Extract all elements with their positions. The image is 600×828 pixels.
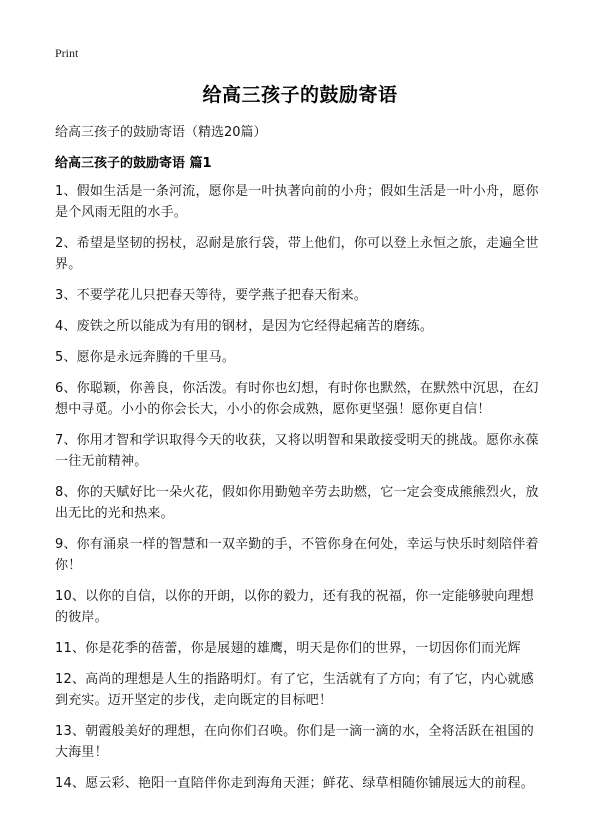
list-item: 13、朝霞般美好的理想，在向你们召唤。你们是一滴一滴的水，全将活跃在祖国的大海里！ (55, 724, 534, 760)
document-title: 给高三孩子的鼓励寄语 (202, 84, 398, 106)
list-item: 4、废铁之所以能成为有用的钢材，是因为它经得起痛苦的磨练。 (55, 319, 434, 334)
list-item: 9、你有涌泉一样的智慧和一双辛勤的手，不管你身在何处，幸运与快乐时刻陪伴着你！ (55, 537, 539, 573)
list-item: 10、以你的自信，以你的开朗，以你的毅力，还有我的祝福，你一定能够驶向理想的彼岸。 (55, 589, 534, 625)
list-item: 7、你用才智和学识取得今天的收获，又将以明智和果敢接受明天的挑战。愿你永葆一往无前精神。 (55, 433, 539, 469)
list-item: 1、假如生活是一条河流，愿你是一叶执著向前的小舟；假如生活是一叶小舟，愿你是个风雨无阻的水手。 (55, 184, 539, 220)
list-item: 6、你聪颖，你善良，你活泼。有时你也幻想，有时你也默然，在默然中沉思，在幻想中寻觅。小小的你会长大，小小的你会成熟，愿你更坚强！愿你更自信！ (55, 381, 539, 417)
section-heading: 给高三孩子的鼓励寄语 篇1 (55, 156, 212, 171)
list-item: 14、愿云彩、艳阳一直陪伴你走到海角天涯；鲜花、绿草相随你铺展远大的前程。 (55, 776, 534, 791)
print-label: Print (55, 46, 79, 60)
list-item: 11、你是花季的蓓蕾，你是展翅的雄鹰，明天是你们的世界，一切因你们而光辉 (55, 641, 521, 656)
list-item: 3、不要学花儿只把春天等待，要学燕子把春天衔来。 (55, 288, 368, 303)
list-item: 5、愿你是永远奔腾的千里马。 (55, 350, 236, 365)
list-item: 8、你的天赋好比一朵火花，假如你用勤勉辛劳去助燃，它一定会变成熊熊烈火，放出无比的光和热来。 (55, 485, 539, 521)
message-list (55, 181, 545, 804)
list-item: 2、希望是坚韧的拐杖，忍耐是旅行袋，带上他们，你可以登上永恒之旅，走遍全世界。 (55, 236, 539, 272)
document-subtitle: 给高三孩子的鼓励寄语（精选20篇） (55, 125, 267, 140)
list-item: 12、高尚的理想是人生的指路明灯。有了它，生活就有了方向；有了它，内心就感到充实。迈开坚定的步伐，走向既定的目标吧！ (55, 672, 534, 708)
